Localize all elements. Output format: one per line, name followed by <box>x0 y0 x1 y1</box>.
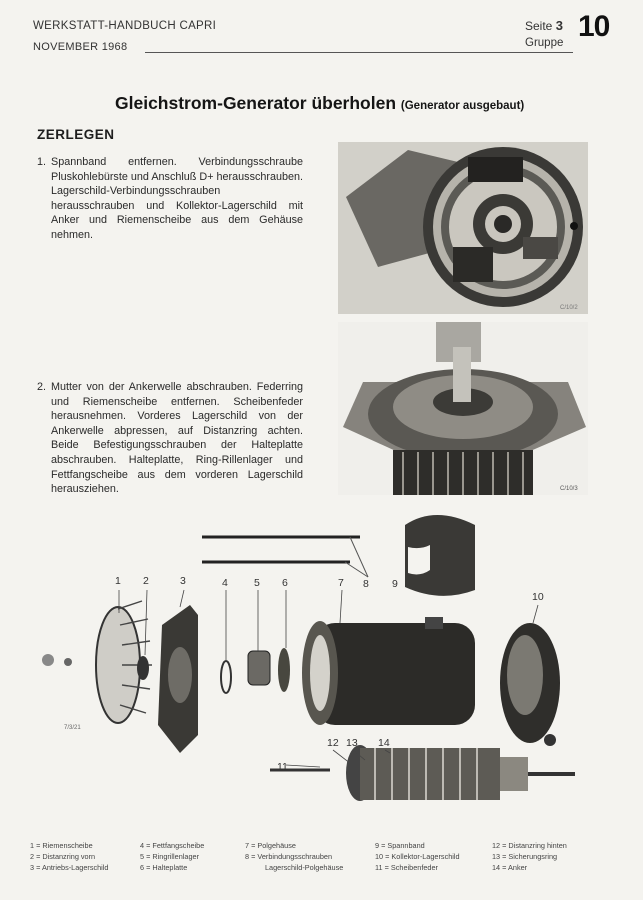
legend-col-5 <box>492 840 567 873</box>
callout-2: 2 <box>143 575 149 587</box>
callout-1: 1 <box>115 575 121 587</box>
legend-col-2 <box>140 840 204 873</box>
callout-14: 14 <box>378 737 390 749</box>
photo-drive-end-plate <box>338 322 588 495</box>
step-1-number: 1. <box>37 156 47 168</box>
exploded-view-drawing <box>30 505 630 835</box>
legend-item: 9 = Spannband <box>375 841 425 850</box>
step-1-text: Spannband entfernen. Verbindungsschraube Pluskohlebürste und Anschluß D+ herausschrauben. Lagerschild-Verbindungsschrauben herausschrauben und Kollektor-Lagerschild mit Anker und Riemenscheibe aus dem Gehäuse nehmen. <box>51 156 303 241</box>
header-rule <box>145 52 573 53</box>
drive-end-plate-image <box>338 322 588 495</box>
legend-item: 10 = Kollektor-Lagerschild <box>375 852 460 861</box>
step-2 <box>37 380 303 497</box>
page-title-main: Gleichstrom-Generator überholen <box>115 93 397 113</box>
legend-col-1 <box>30 840 109 873</box>
drawing-caption: 7/3/21 <box>64 725 81 731</box>
step-1 <box>37 155 303 243</box>
legend-item: 6 = Halteplatte <box>140 863 188 872</box>
section-heading: ZERLEGEN <box>37 127 115 142</box>
photo-2-caption: C/10/3 <box>560 486 578 492</box>
callout-7: 7 <box>338 577 344 589</box>
page-label: Seite <box>525 19 553 33</box>
callout-8: 8 <box>363 578 369 590</box>
callout-6: 6 <box>282 577 288 589</box>
page-indicator <box>525 18 563 33</box>
exploded-view-diagram <box>30 505 630 835</box>
legend-item: 7 = Polgehäuse <box>245 841 296 850</box>
commutator-end-plate-image <box>338 142 588 314</box>
page-title <box>115 93 524 114</box>
legend-item: 5 = Ringrillenlager <box>140 852 200 861</box>
callout-4: 4 <box>222 577 228 589</box>
page-number: 3 <box>555 18 563 33</box>
group-label: Gruppe <box>525 37 564 49</box>
legend-item: 11 = Scheibenfeder <box>375 863 438 872</box>
legend-item: 3 = Antriebs-Lagerschild <box>30 863 109 872</box>
legend-item: 13 = Sicherungsring <box>492 852 558 861</box>
photo-1-caption: C/10/2 <box>560 305 578 311</box>
callout-10: 10 <box>532 591 544 603</box>
legend-col-3 <box>245 840 343 873</box>
legend-item: 2 = Distanzring vorn <box>30 852 96 861</box>
callout-9: 9 <box>392 578 398 590</box>
photo-commutator-end-plate <box>338 142 588 314</box>
edition-date: NOVEMBER 1968 <box>33 41 128 53</box>
legend-item: Lagerschild-Polgehäuse <box>265 863 344 872</box>
legend-item: 12 = Distanzring hinten <box>492 841 567 850</box>
legend-col-4 <box>375 840 460 873</box>
legend-item: 8 = Verbindungsschrauben <box>245 852 333 861</box>
step-2-text: Mutter von der Ankerwelle abschrauben. Federring und Riemenscheibe entfernen. Scheibenfeder herausnehmen. Vorderes Lagerschild von der Ankerwelle abpressen, auf Distanzring achten. Beide Befestigungsschrauben der Halteplatte abschrauben. Halteplatte, Ring-Rillenlager und Fettfangscheibe aus dem vorderen Lagerschild herausziehen. <box>51 381 303 496</box>
group-number: 10 <box>578 10 610 43</box>
step-2-number: 2. <box>37 381 47 393</box>
manual-title: WERKSTATT-HANDBUCH CAPRI <box>33 20 217 32</box>
legend-item: 1 = Riemenscheibe <box>30 841 93 850</box>
callout-3: 3 <box>180 575 186 587</box>
legend-item: 14 = Anker <box>492 863 528 872</box>
callout-12: 12 <box>327 737 339 749</box>
callout-13: 13 <box>346 737 358 749</box>
legend-item: 4 = Fettfangscheibe <box>140 841 205 850</box>
callout-11: 11 <box>277 761 288 773</box>
page-title-sub: (Generator ausgebaut) <box>400 100 525 112</box>
callout-5: 5 <box>254 577 260 589</box>
